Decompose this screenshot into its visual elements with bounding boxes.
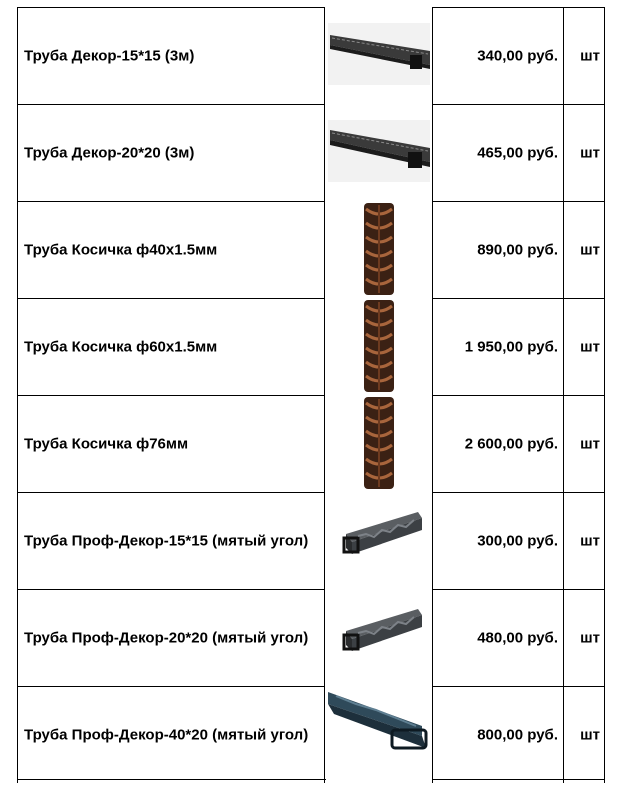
product-unit: шт: [580, 726, 600, 744]
product-name-cell: [17, 589, 325, 686]
product-name-cell: [17, 7, 325, 104]
product-unit-cell: [564, 298, 605, 395]
table-bottom-border: [17, 779, 326, 780]
table-row: [0, 7, 636, 104]
product-price-cell: [432, 589, 564, 686]
product-unit: шт: [580, 532, 600, 550]
product-name-cell: [17, 298, 325, 395]
product-unit: шт: [580, 144, 600, 162]
square-tube-decor-image: [326, 7, 432, 104]
product-price-cell: [432, 104, 564, 201]
product-name-cell: [17, 395, 325, 492]
square-tube-decor-image: [326, 104, 432, 201]
product-price-cell: [432, 298, 564, 395]
product-unit-cell: [564, 492, 605, 589]
product-unit: шт: [580, 241, 600, 259]
product-price-cell: [432, 395, 564, 492]
product-price: 480,00 руб.: [477, 629, 558, 647]
product-name-cell: [17, 201, 325, 298]
braided-tube-image: [326, 395, 432, 492]
product-unit: шт: [580, 629, 600, 647]
product-name: Труба Декор-20*20 (3м): [24, 144, 195, 162]
product-price: 2 600,00 руб.: [464, 435, 558, 453]
braided-tube-image: [326, 298, 432, 395]
product-name: Труба Проф-Декор-15*15 (мятый угол): [24, 532, 309, 550]
table-row: [0, 298, 636, 395]
product-price: 890,00 руб.: [477, 241, 558, 259]
product-price-cell: [432, 7, 564, 104]
product-unit-cell: [564, 589, 605, 686]
product-price-cell: [432, 201, 564, 298]
product-unit-cell: [564, 104, 605, 201]
product-unit: шт: [580, 338, 600, 356]
product-name: Труба Косичка ф40х1.5мм: [24, 241, 218, 259]
product-price-cell: [432, 492, 564, 589]
table-row: [0, 589, 636, 686]
product-name: Труба Проф-Декор-40*20 (мятый угол): [24, 726, 309, 744]
product-unit: шт: [580, 435, 600, 453]
product-name: Труба Косичка ф60х1.5мм: [24, 338, 218, 356]
product-unit-cell: [564, 686, 605, 783]
product-name-cell: [17, 104, 325, 201]
product-name-cell: [17, 492, 325, 589]
table-row: [0, 395, 636, 492]
flat-profile-tube-image: [326, 686, 432, 783]
product-price: 300,00 руб.: [477, 532, 558, 550]
product-name: Труба Декор-15*15 (3м): [24, 47, 195, 65]
product-price: 465,00 руб.: [477, 144, 558, 162]
product-price: 1 950,00 руб.: [464, 338, 558, 356]
table-row: [0, 492, 636, 589]
product-price: 340,00 руб.: [477, 47, 558, 65]
table-bottom-border: [432, 779, 605, 780]
table-row: [0, 686, 636, 783]
product-unit-cell: [564, 395, 605, 492]
product-name: Труба Проф-Декор-20*20 (мятый угол): [24, 629, 309, 647]
profile-tube-image: [326, 589, 432, 686]
product-name: Труба Косичка ф76мм: [24, 435, 189, 453]
table-row: [0, 201, 636, 298]
product-name-cell: [17, 686, 325, 783]
table-row: [0, 104, 636, 201]
product-price-cell: [432, 686, 564, 783]
product-unit-cell: [564, 201, 605, 298]
braided-tube-image: [326, 201, 432, 298]
product-unit: шт: [580, 47, 600, 65]
product-price: 800,00 руб.: [477, 726, 558, 744]
profile-tube-image: [326, 492, 432, 589]
product-unit-cell: [564, 7, 605, 104]
